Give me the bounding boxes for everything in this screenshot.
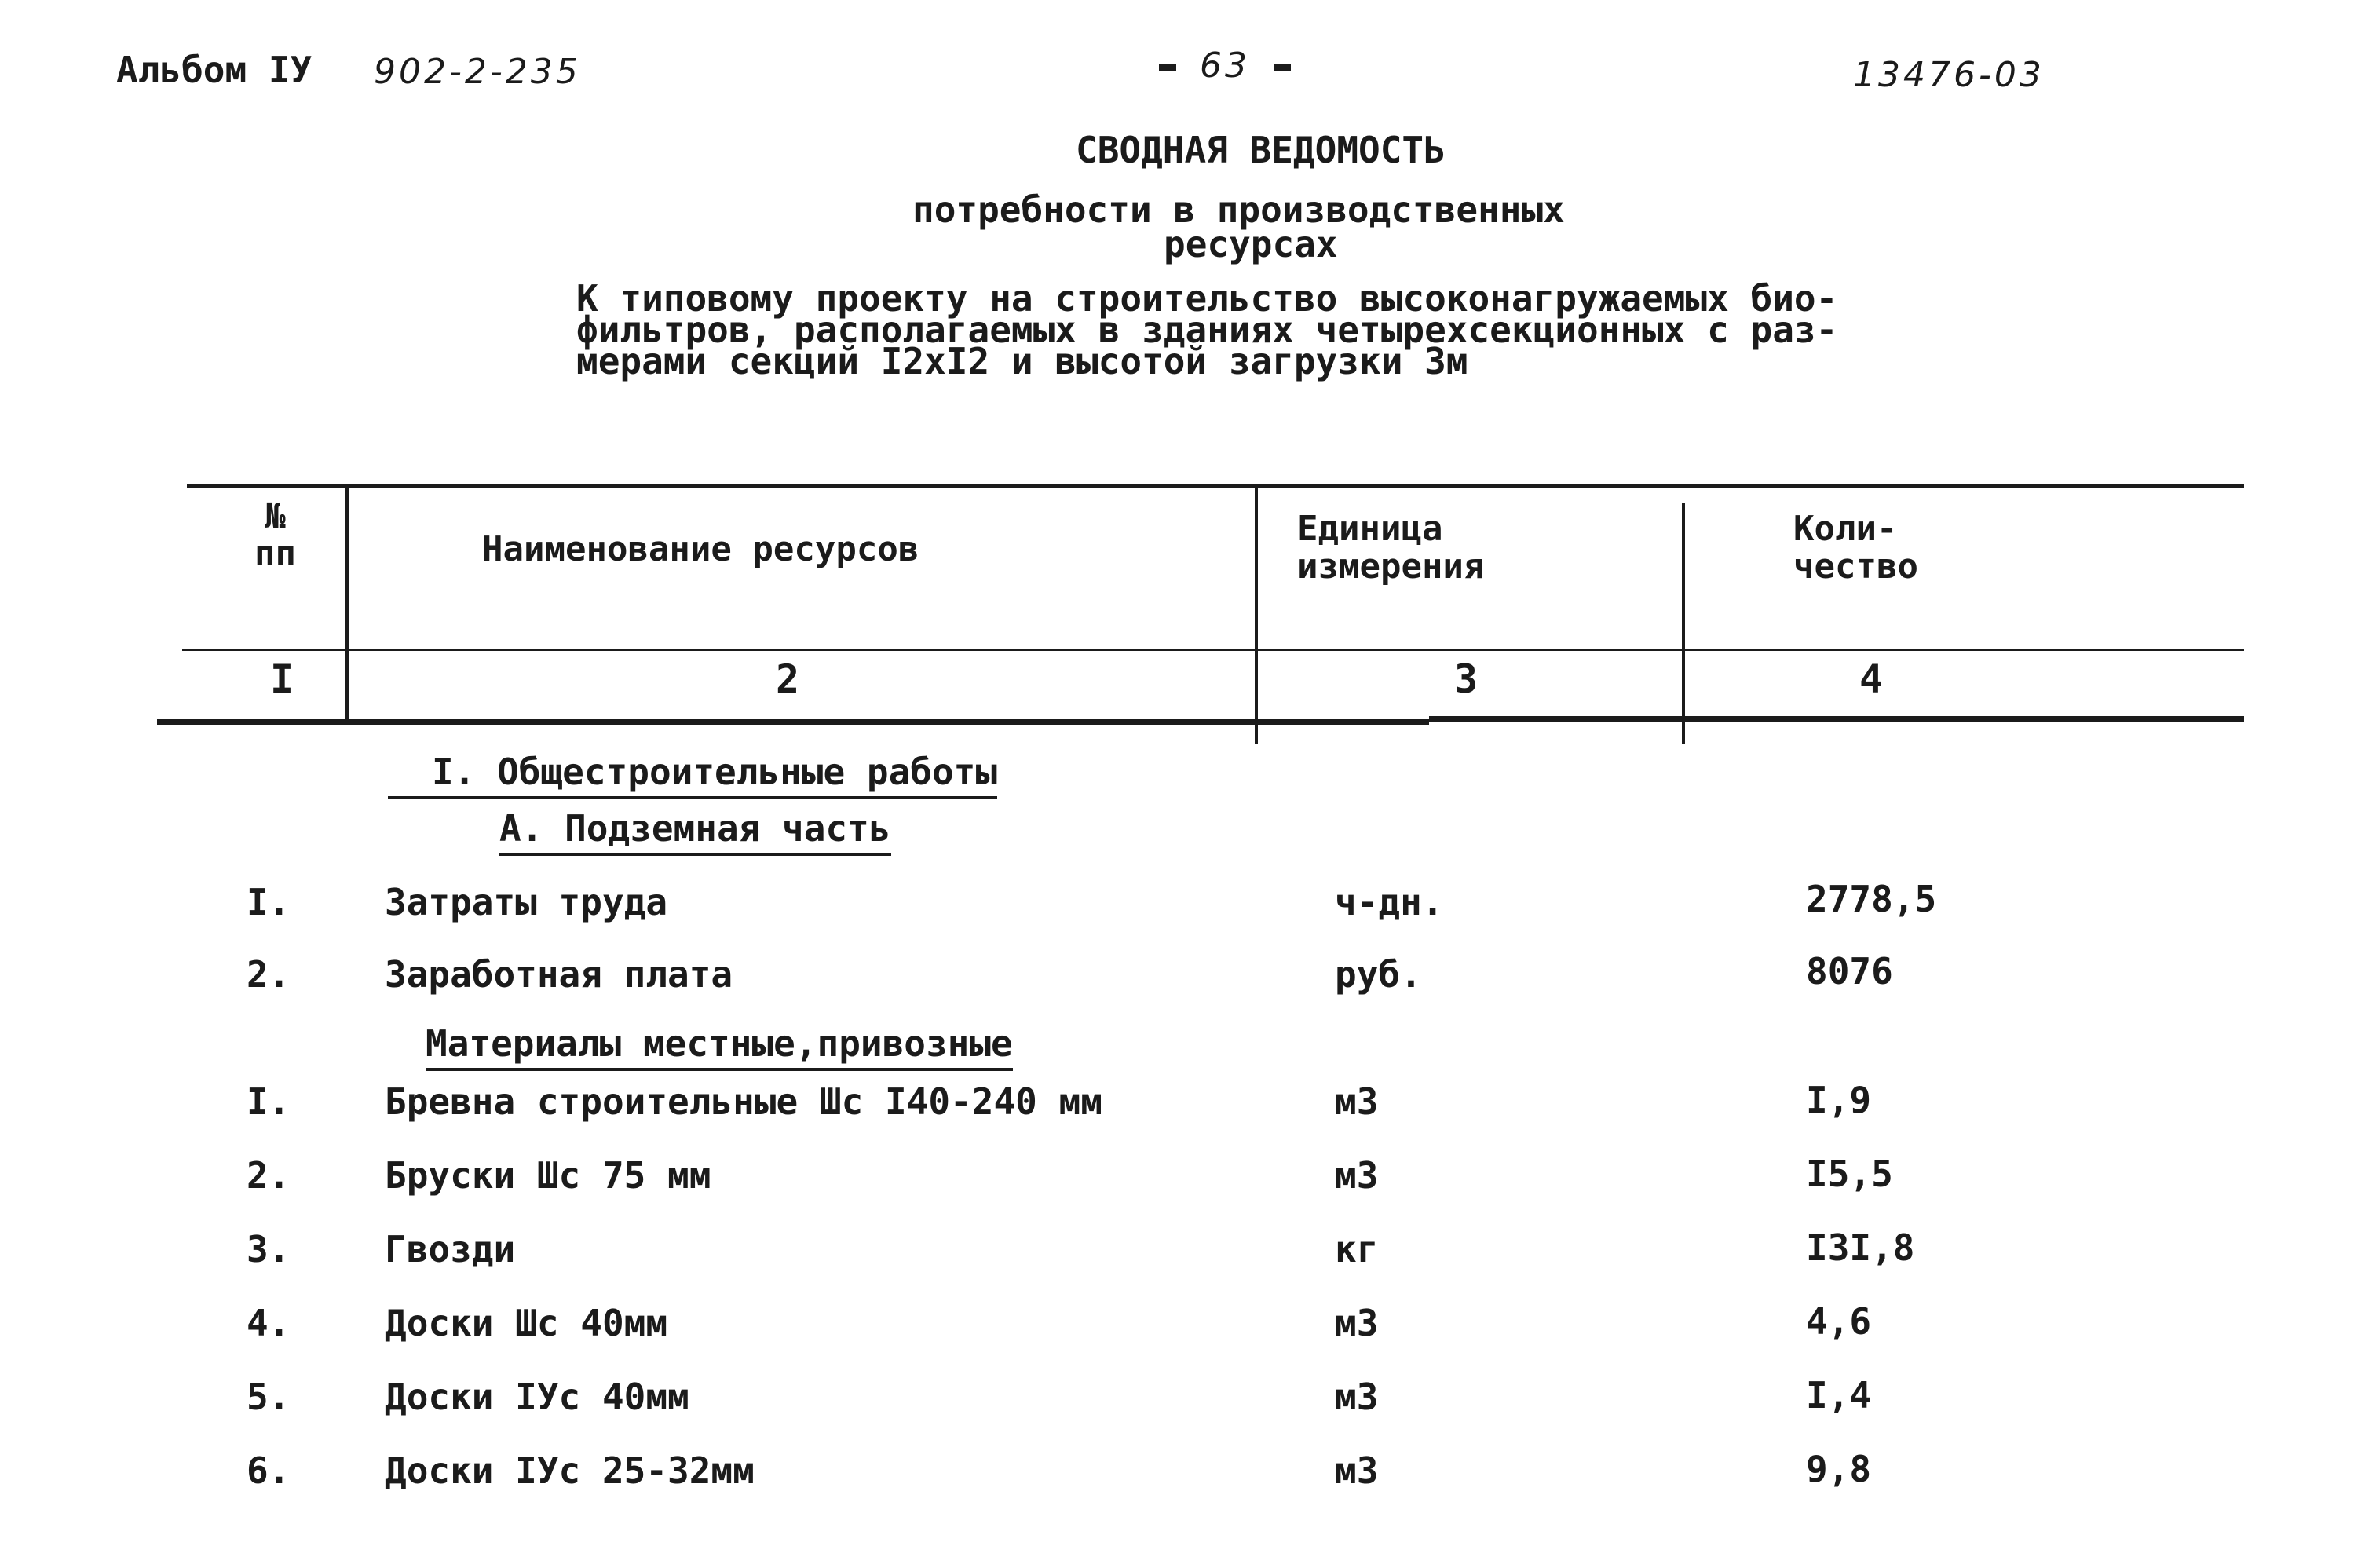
header-resource-name: Наименование ресурсов	[482, 529, 919, 569]
table-header-divider	[182, 649, 2244, 651]
row-number: 3.	[247, 1228, 291, 1270]
row-unit: м3	[1335, 1376, 1379, 1418]
row-unit: м3	[1335, 1449, 1379, 1492]
row-unit: руб.	[1335, 953, 1422, 996]
subtitle-line1: К типовому проекту на строительство высоконагружаемых био-	[576, 277, 1838, 320]
row-number: 5.	[247, 1376, 291, 1418]
document-subtitle	[576, 277, 1838, 382]
project-code: 902-2-235	[374, 52, 581, 92]
document-title-line2: потребности в производственных	[912, 188, 1565, 231]
row-number: 2.	[247, 953, 291, 996]
subtitle-line2: фильтров, располагаемых в зданиях четырехсекционных с раз-	[576, 309, 1838, 351]
header-unit-line1: Единица	[1297, 509, 1443, 549]
column-number-4: 4	[1859, 656, 1884, 702]
header-quantity-line1: Коли-	[1793, 509, 1898, 549]
document-title-line3: ресурсах	[1164, 223, 1338, 265]
row-number: I.	[247, 881, 291, 923]
row-unit: м3	[1335, 1080, 1379, 1123]
row-name: Доски IУс 40мм	[385, 1376, 689, 1418]
row-quantity: I5,5	[1806, 1153, 1893, 1195]
row-quantity: I,4	[1806, 1374, 1872, 1416]
header-quantity	[1793, 510, 1918, 586]
row-name: Бруски Шс 75 мм	[385, 1154, 711, 1197]
dash-right	[1274, 64, 1291, 71]
subsection-heading	[499, 807, 891, 850]
column-number-2: 2	[776, 656, 800, 702]
materials-heading-text: Материалы местные,привозные	[426, 1022, 1013, 1071]
page-number: 63	[1200, 46, 1250, 86]
album-label: Альбом IУ	[116, 49, 313, 91]
row-quantity: 9,8	[1806, 1448, 1872, 1490]
header-unit	[1297, 510, 1484, 586]
row-unit: кг	[1335, 1228, 1379, 1270]
row-quantity: 4,6	[1806, 1300, 1872, 1343]
row-unit: м3	[1335, 1154, 1379, 1197]
row-quantity: I,9	[1806, 1079, 1872, 1121]
subsection-heading-text: А. Подземная часть	[499, 807, 891, 856]
row-name: Гвозди	[385, 1228, 516, 1270]
row-quantity: I3I,8	[1806, 1226, 1915, 1269]
table-bottom-rule-right	[1429, 716, 2244, 722]
row-unit: ч-дн.	[1335, 881, 1444, 923]
column-number-1: I	[270, 656, 294, 702]
row-unit: м3	[1335, 1302, 1379, 1344]
page-number-block	[1135, 46, 1314, 86]
row-number: 4.	[247, 1302, 291, 1344]
row-name: Затраты труда	[385, 881, 668, 923]
header-quantity-line2: чество	[1793, 546, 1918, 587]
document-number: 13476-03	[1853, 55, 2045, 95]
section-heading	[388, 751, 997, 793]
materials-heading	[426, 1022, 1013, 1065]
row-number: I.	[247, 1080, 291, 1123]
table-col-divider-3	[1682, 503, 1685, 744]
row-quantity: 2778,5	[1806, 878, 1937, 920]
row-name: Заработная плата	[385, 953, 733, 996]
table-col-divider-1	[345, 485, 349, 722]
header-number	[254, 498, 296, 573]
row-number: 2.	[247, 1154, 291, 1197]
row-name: Доски IУс 25-32мм	[385, 1449, 755, 1492]
header-number-sign: №	[265, 496, 286, 536]
row-name: Бревна строительные Шс I40-240 мм	[385, 1080, 1102, 1123]
column-number-3: 3	[1454, 656, 1479, 702]
table-top-rule	[187, 484, 2244, 488]
dash-left	[1159, 64, 1176, 71]
subtitle-line3: мерами секций I2xI2 и высотой загрузки 3м	[576, 340, 1468, 382]
table-col-divider-2	[1255, 485, 1258, 744]
header-unit-line2: измерения	[1297, 546, 1485, 587]
document-title: СВОДНАЯ ВЕДОМОСТЬ	[1076, 129, 1446, 171]
row-quantity: 8076	[1806, 950, 1893, 992]
row-name: Доски Шс 40мм	[385, 1302, 668, 1344]
row-number: 6.	[247, 1449, 291, 1492]
section-heading-text: I. Общестроительные работы	[388, 751, 997, 799]
header-number-pp: пп	[254, 534, 296, 574]
